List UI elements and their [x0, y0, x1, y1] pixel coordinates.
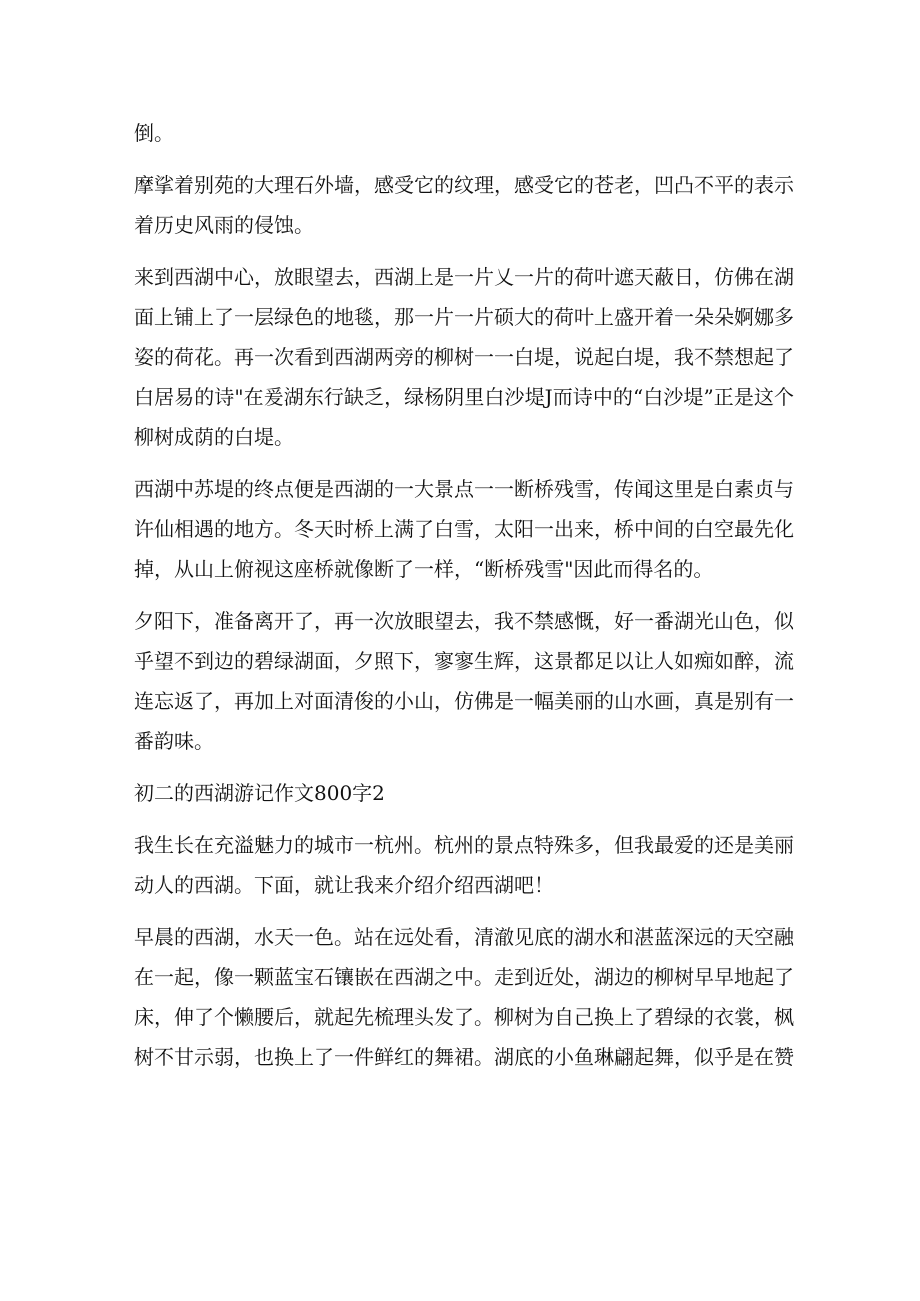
paragraph: 摩挲着别苑的大理石外墙，感受它的纹理，感受它的苍老，凹凸不平的表示着历史风雨的侵蚀。: [134, 173, 794, 237]
paragraph: 倒。: [134, 121, 174, 145]
paragraph: 我生长在充溢魅力的城市一杭州。杭州的景点特殊多，但我最爱的还是美丽动人的西湖。下面，就让我来介绍介绍西湖吧！: [134, 833, 794, 897]
paragraph: 夕阳下，准备离开了，再一次放眼望去，我不禁感慨，好一番湖光山色，似乎望不到边的碧绿湖面，夕照下，寥寥生辉，这景都足以让人如痴如醉，流连忘返了，再加上对面清俊的小山，仿佛是一幅美丽的山水画，真是别有一番韵味。: [134, 609, 794, 753]
section-heading: 初二的西湖游记作文800字2: [134, 781, 385, 805]
paragraph: 来到西湖中心，放眼望去，西湖上是一片乂一片的荷叶遮天蔽日，仿佛在湖面上铺上了一层绿色的地毯，那一片一片硕大的荷叶上盛开着一朵朵婀娜多姿的荷花。再一次看到西湖两旁的柳树一一白堤，说起白堤，我不禁想起了白居易的诗"在爰湖东行缺乏，绿杨阴里白沙堤J而诗中的“白沙堤”正是这个柳树成荫的白堤。: [134, 265, 794, 449]
document-body: [134, 113, 794, 1089]
paragraph: 西湖中苏堤的终点便是西湖的一大景点一一断桥残雪，传闻这里是白素贞与许仙相遇的地方。冬天时桥上满了白雪，太阳一出来，桥中间的白空最先化掉，从山上俯视这座桥就像断了一样，“断桥残雪"因此而得名的。: [134, 477, 794, 581]
paragraph: 早晨的西湖，水天一色。站在远处看，清澈见底的湖水和湛蓝深远的天空融在一起，像一颗蓝宝石镶嵌在西湖之中。走到近处，湖边的柳树早早地起了床，伸了个懒腰后，就起先梳理头发了。柳树为自己换上了碧绿的衣裳，枫树不甘示弱，也换上了一件鲜红的舞裙。湖底的小鱼琳翩起舞，似乎是在赞: [134, 925, 794, 1069]
